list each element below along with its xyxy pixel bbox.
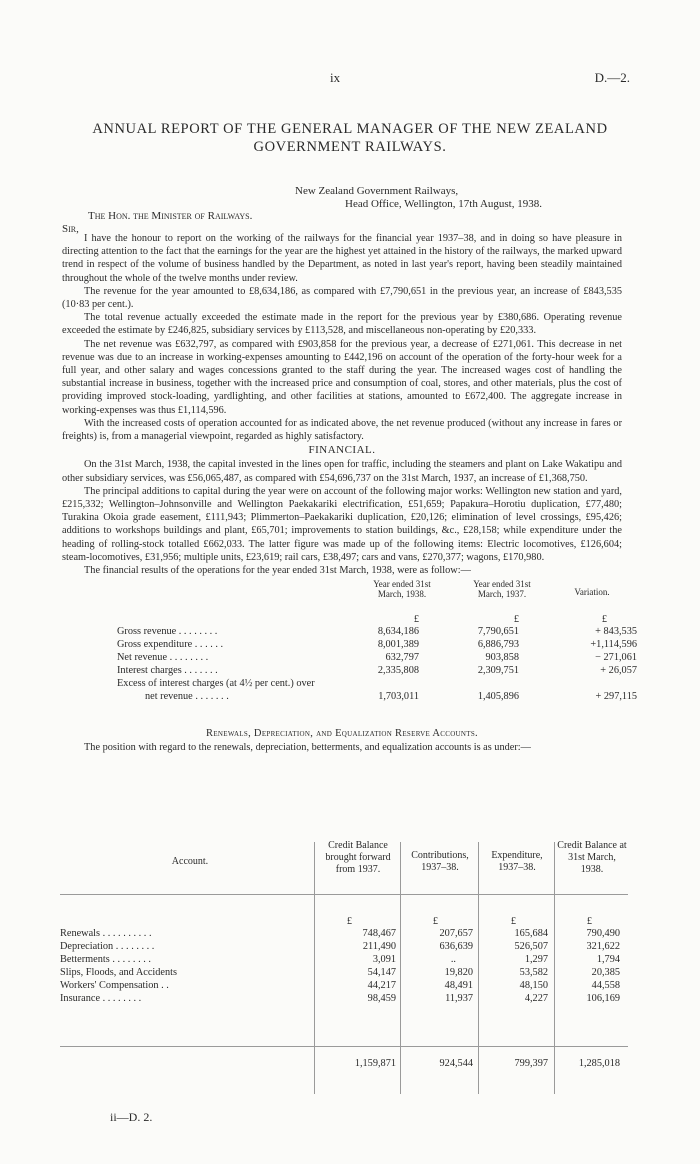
value-contrib: 11,937 — [445, 993, 473, 1004]
account-label: Depreciation . . . . . . . . — [60, 941, 155, 952]
unit-symbol: £ — [413, 614, 419, 626]
table-row — [117, 677, 637, 690]
value-1937: 6,886,793 — [477, 639, 519, 651]
value-variation: + 26,057 — [600, 665, 637, 677]
paragraph: The revenue for the year amounted to £8,634,186, as compared with £7,790,651 in the previous year, an increase of £843,535 (10·83 per cent.). — [62, 285, 622, 311]
header-rule — [60, 894, 628, 895]
row-label: Gross expenditure . . . . . . — [117, 639, 224, 651]
table-row — [117, 690, 637, 703]
total-balance: 1,285,018 — [578, 1058, 620, 1069]
page-footer-reference: ii—D. 2. — [110, 1110, 153, 1124]
table-row — [117, 651, 637, 664]
row-label: Gross revenue . . . . . . . . — [117, 626, 218, 638]
value-contrib: 636,639 — [439, 941, 473, 952]
document-reference: D.—2. — [594, 70, 630, 85]
col-header-variation: Variation. — [574, 587, 610, 598]
value-brought: 98,459 — [367, 993, 396, 1004]
header-credit-brought: Credit Balance brought forward from 1937. — [325, 840, 391, 875]
paragraph: The total revenue actually exceeded the estimate made in the report for the previous year by £380,686. Operating revenue exceeded the estimate by £246,825, subsidiary services by £113,528, and miscellaneous non-operating by £20,333. — [62, 312, 622, 337]
column-rule — [314, 842, 315, 1094]
header-contributions: Contributions, 1937–38. — [411, 850, 469, 873]
addressee: The Hon. the Minister of Railways. — [88, 210, 253, 222]
value-contrib: .. — [450, 954, 456, 965]
table-row — [117, 625, 637, 638]
value-1938: 2,335,808 — [377, 665, 419, 677]
paragraph: The net revenue was £632,797, as compared with £903,858 for the previous year, a decrease of £271,061. This decrease in net revenue was due to an increase in working-expenses amounting to £442,196 on account of the operation of the forty-hour week for a full year, and other salary and wages concessions granted to the staff during the year. The increased wages cost of handling the substantial increase in business, together with the increased price and consumption of coal, stores, and other materials, plus the cost of providing improved stock-loading, yardlighting, and other facilities at stations, amounted to £672,400. The aggregate increase in working-expenses was thus £1,114,596. — [62, 338, 622, 416]
value-expend: 165,684 — [514, 928, 548, 939]
unit-symbol: £ — [510, 916, 516, 927]
reserves-heading: Renewals, Depreciation, and Equalization Reserve Accounts. — [206, 728, 478, 740]
value-variation: +1,114,596 — [590, 639, 637, 651]
value-balance: 1,794 — [596, 954, 620, 965]
value-1938: 8,001,389 — [377, 639, 419, 651]
value-contrib: 207,657 — [439, 928, 473, 939]
value-1937: 2,309,751 — [477, 665, 519, 677]
value-balance: 790,490 — [586, 928, 620, 939]
value-balance: 44,558 — [591, 980, 620, 991]
unit-symbol: £ — [432, 916, 438, 927]
value-brought: 54,147 — [367, 967, 396, 978]
value-1938: 1,703,011 — [378, 691, 419, 703]
column-rule — [554, 842, 555, 1094]
account-label: Betterments . . . . . . . . — [60, 954, 151, 965]
value-contrib: 19,820 — [444, 967, 473, 978]
table-row — [117, 664, 637, 677]
unit-symbol: £ — [513, 614, 519, 626]
report-body — [62, 220, 637, 755]
value-expend: 48,150 — [519, 980, 548, 991]
column-rule — [400, 842, 401, 1094]
value-contrib: 48,491 — [444, 980, 473, 991]
report-title: ANNUAL REPORT OF THE GENERAL MANAGER OF THE NEW ZEALAND GOVERNMENT RAILWAYS. — [92, 121, 608, 155]
column-rule — [478, 842, 479, 1094]
value-expend: 4,227 — [524, 993, 548, 1004]
row-label: Excess of interest charges (at 4½ per cent.) over — [117, 678, 315, 690]
unit-symbol: £ — [586, 916, 592, 927]
financial-heading: FINANCIAL. — [308, 444, 376, 457]
value-balance: 20,385 — [591, 967, 620, 978]
paragraph: The position with regard to the renewals, depreciation, betterments, and equalization accounts is as under:— — [84, 742, 531, 754]
col-header-1938: Year ended 31st March, 1938. — [373, 579, 431, 600]
total-rule — [60, 1046, 628, 1047]
page-number: ix — [330, 70, 341, 85]
value-variation: + 843,535 — [595, 626, 637, 638]
value-brought: 3,091 — [372, 954, 396, 965]
value-expend: 1,297 — [524, 954, 548, 965]
paragraph: The principal additions to capital during the year were on account of the following major works: Wellington new station and yard, £215,332; Wellington–Johnsonville and Wellington Paekakariki electrification, £51,659; Papakura–Horotiu duplication, £77,480; Turakina Okoia grade easement, £111,943; Plimmerton–Paekakariki duplication, £20,126; elimination of level crossings, £95,426; additions to workshops buildings and plant, £65,701; improvements to station buildings, &c., £28,158; while expenditure under the heading of rolling-stock totalled £662,033. The latter figure was made up of the following items: Electric locomotives, £126,604; steam-locomotives, £31,956; multiple units, £23,619; rail cars, £38,497; cars and vans, £270,377; wagons, £170,980. — [62, 485, 622, 563]
paragraph: On the 31st March, 1938, the capital invested in the lines open for traffic, including the steamers and plant on Lake Wakatipu and other subsidiary services, was £56,065,487, as compared with £54,696,737 on the 31st March, 1937, an increase of £1,368,750. — [62, 459, 622, 484]
value-balance: 106,169 — [586, 993, 620, 1004]
account-label: Workers' Compensation . . — [60, 980, 169, 991]
value-1937: 7,790,651 — [477, 626, 519, 638]
reserve-accounts-table — [60, 836, 628, 1096]
value-1937: 1,405,896 — [477, 691, 519, 703]
header-expenditure: Expenditure, 1937–38. — [491, 850, 543, 873]
value-1937: 903,858 — [485, 652, 519, 664]
paragraph: The financial results of the operations for the year ended 31st March, 1938, were as follow:— — [84, 565, 471, 577]
value-variation: + 297,115 — [595, 691, 637, 703]
value-1938: 8,634,186 — [377, 626, 419, 638]
value-expend: 53,582 — [519, 967, 548, 978]
sender-line-1: New Zealand Government Railways, — [295, 185, 459, 197]
account-label: Renewals . . . . . . . . . . — [60, 928, 152, 939]
value-brought: 748,467 — [362, 928, 396, 939]
col-header-1937: Year ended 31st March, 1937. — [473, 579, 531, 600]
value-balance: 321,622 — [586, 941, 620, 952]
value-variation: − 271,061 — [595, 652, 637, 664]
paragraph: With the increased costs of operation accounted for as indicated above, the net revenue produced (without any increase in fares or freights) is, from a managerial viewpoint, regarded as highly satisfactory. — [62, 417, 622, 443]
header-account: Account. — [171, 856, 209, 867]
sender-line-2: Head Office, Wellington, 17th August, 1938. — [345, 198, 542, 210]
total-expend: 799,397 — [514, 1058, 548, 1069]
account-label: Insurance . . . . . . . . — [60, 993, 142, 1004]
unit-symbol: £ — [346, 916, 352, 927]
salutation: Sir, — [62, 223, 79, 235]
value-expend: 526,507 — [514, 941, 548, 952]
value-1938: 632,797 — [385, 652, 419, 664]
table-row — [117, 638, 637, 651]
header-credit-31st: Credit Balance at 31st March, 1938. — [557, 840, 627, 875]
row-label: Net revenue . . . . . . . . — [117, 652, 209, 664]
financial-results-table — [62, 579, 637, 719]
total-brought: 1,159,871 — [354, 1058, 396, 1069]
total-contrib: 924,544 — [439, 1058, 473, 1069]
unit-symbol: £ — [601, 614, 607, 626]
paragraph: I have the honour to report on the working of the railways for the financial year 1937–38, and in doing so have pleasure in directing attention to the fact that the earnings for the year are the highest yet attained in the history of the railways, the marked upward trend in respect of the volume of business handled by the Department, as noted in last year's report, having been steadily maintained throughout the whole of the twelve months under review. — [62, 233, 622, 284]
value-brought: 211,490 — [362, 941, 396, 952]
value-brought: 44,217 — [367, 980, 396, 991]
account-label: Slips, Floods, and Accidents — [60, 967, 177, 978]
row-label: net revenue . . . . . . . — [145, 691, 229, 703]
row-label: Interest charges . . . . . . . — [117, 665, 218, 677]
